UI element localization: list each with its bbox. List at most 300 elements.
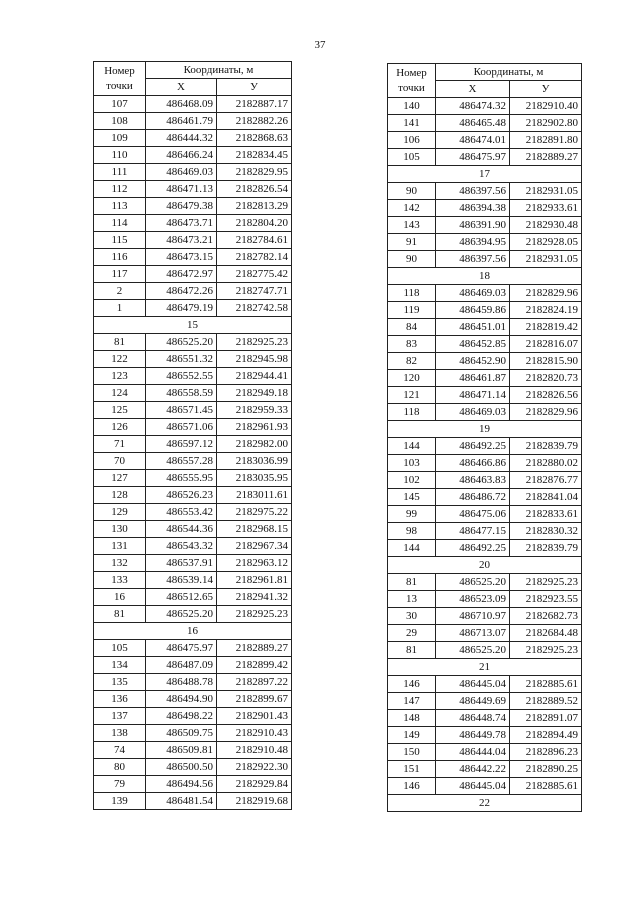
table-row bbox=[388, 523, 582, 540]
table-row bbox=[388, 387, 582, 404]
y-coordinate-cell: 2182833.61 bbox=[510, 506, 582, 523]
y-coordinate-cell: 2182925.23 bbox=[217, 606, 292, 623]
table-row bbox=[388, 149, 582, 166]
x-coordinate-cell: 486555.95 bbox=[146, 470, 217, 487]
point-number-cell: 120 bbox=[388, 370, 436, 387]
table-row bbox=[94, 368, 292, 385]
y-coordinate-cell: 2182876.77 bbox=[510, 472, 582, 489]
point-number-cell: 118 bbox=[388, 404, 436, 421]
table-row bbox=[388, 234, 582, 251]
y-coordinate-cell: 2182910.43 bbox=[217, 725, 292, 742]
x-coordinate-cell: 486449.78 bbox=[436, 727, 510, 744]
section-label: 15 bbox=[94, 317, 292, 334]
y-coordinate-cell: 2182944.41 bbox=[217, 368, 292, 385]
table-row bbox=[94, 725, 292, 742]
section-row bbox=[388, 166, 582, 183]
y-coordinate-cell: 2182829.96 bbox=[510, 285, 582, 302]
point-number-cell: 114 bbox=[94, 215, 146, 232]
table-row bbox=[94, 147, 292, 164]
x-coordinate-cell: 486710.97 bbox=[436, 608, 510, 625]
y-coordinate-cell: 2182829.96 bbox=[510, 404, 582, 421]
x-coordinate-cell: 486449.69 bbox=[436, 693, 510, 710]
y-coordinate-cell: 2182813.29 bbox=[217, 198, 292, 215]
point-number-cell: 103 bbox=[388, 455, 436, 472]
table-row bbox=[94, 487, 292, 504]
y-coordinate-cell: 2182889.27 bbox=[510, 149, 582, 166]
y-coordinate-cell: 2182901.43 bbox=[217, 708, 292, 725]
table-row bbox=[94, 674, 292, 691]
x-coordinate-cell: 486557.28 bbox=[146, 453, 217, 470]
left-table-body bbox=[94, 96, 292, 810]
table-row bbox=[94, 521, 292, 538]
point-number-cell: 74 bbox=[94, 742, 146, 759]
x-coordinate-cell: 486526.23 bbox=[146, 487, 217, 504]
x-coordinate-cell: 486444.04 bbox=[436, 744, 510, 761]
x-coordinate-cell: 486512.65 bbox=[146, 589, 217, 606]
table-row bbox=[94, 215, 292, 232]
point-number-cell: 140 bbox=[388, 98, 436, 115]
table-row bbox=[388, 608, 582, 625]
section-row bbox=[388, 268, 582, 285]
y-coordinate-cell: 2182891.07 bbox=[510, 710, 582, 727]
point-number-cell: 148 bbox=[388, 710, 436, 727]
table-row bbox=[94, 113, 292, 130]
x-coordinate-cell: 486543.32 bbox=[146, 538, 217, 555]
table-row bbox=[94, 96, 292, 113]
point-number-cell: 98 bbox=[388, 523, 436, 540]
y-coordinate-cell: 2182959.33 bbox=[217, 402, 292, 419]
table-row bbox=[388, 438, 582, 455]
y-coordinate-cell: 2182682.73 bbox=[510, 608, 582, 625]
y-coordinate-cell: 2182961.81 bbox=[217, 572, 292, 589]
point-number-cell: 151 bbox=[388, 761, 436, 778]
x-coordinate-cell: 486487.09 bbox=[146, 657, 217, 674]
y-coordinate-cell: 2182816.07 bbox=[510, 336, 582, 353]
point-number-cell: 145 bbox=[388, 489, 436, 506]
x-coordinate-cell: 486471.14 bbox=[436, 387, 510, 404]
section-row bbox=[388, 795, 582, 812]
point-number-cell: 91 bbox=[388, 234, 436, 251]
point-number-cell: 109 bbox=[94, 130, 146, 147]
y-coordinate-cell: 2182919.68 bbox=[217, 793, 292, 810]
section-row bbox=[94, 623, 292, 640]
point-number-cell: 102 bbox=[388, 472, 436, 489]
point-number-cell: 112 bbox=[94, 181, 146, 198]
point-number-cell: 127 bbox=[94, 470, 146, 487]
point-number-cell: 81 bbox=[94, 334, 146, 351]
point-number-cell: 143 bbox=[388, 217, 436, 234]
y-coordinate-cell: 2182819.42 bbox=[510, 319, 582, 336]
x-coordinate-cell: 486494.90 bbox=[146, 691, 217, 708]
point-number-cell: 81 bbox=[94, 606, 146, 623]
point-number-cell: 133 bbox=[94, 572, 146, 589]
point-number-cell: 126 bbox=[94, 419, 146, 436]
point-number-cell: 115 bbox=[94, 232, 146, 249]
y-coordinate-cell: 2182941.32 bbox=[217, 589, 292, 606]
table-row bbox=[388, 693, 582, 710]
table-row bbox=[94, 538, 292, 555]
y-coordinate-cell: 2182891.80 bbox=[510, 132, 582, 149]
table-row bbox=[388, 217, 582, 234]
x-coordinate-cell: 486397.56 bbox=[436, 251, 510, 268]
y-coordinate-cell: 2182815.90 bbox=[510, 353, 582, 370]
right-table-body bbox=[388, 98, 582, 812]
x-coordinate-cell: 486551.32 bbox=[146, 351, 217, 368]
y-coordinate-cell: 2182882.26 bbox=[217, 113, 292, 130]
table-row bbox=[388, 302, 582, 319]
table-row bbox=[388, 710, 582, 727]
y-coordinate-cell: 2182742.58 bbox=[217, 300, 292, 317]
table-row bbox=[94, 249, 292, 266]
point-number-cell: 150 bbox=[388, 744, 436, 761]
y-coordinate-cell: 2182968.15 bbox=[217, 521, 292, 538]
x-coordinate-cell: 486539.14 bbox=[146, 572, 217, 589]
point-number-cell: 2 bbox=[94, 283, 146, 300]
x-coordinate-cell: 486448.74 bbox=[436, 710, 510, 727]
y-coordinate-cell: 2182899.42 bbox=[217, 657, 292, 674]
point-number-cell: 132 bbox=[94, 555, 146, 572]
table-row bbox=[388, 489, 582, 506]
point-number-cell: 82 bbox=[388, 353, 436, 370]
y-coordinate-cell: 2182982.00 bbox=[217, 436, 292, 453]
x-coordinate-cell: 486442.22 bbox=[436, 761, 510, 778]
y-coordinate-cell: 2182784.61 bbox=[217, 232, 292, 249]
x-coordinate-cell: 486452.85 bbox=[436, 336, 510, 353]
point-number-header-line1: Номер bbox=[396, 66, 427, 79]
y-header: У bbox=[510, 81, 582, 98]
y-coordinate-cell: 2182929.84 bbox=[217, 776, 292, 793]
point-number-cell: 123 bbox=[94, 368, 146, 385]
y-coordinate-cell: 2183035.95 bbox=[217, 470, 292, 487]
x-coordinate-cell: 486525.20 bbox=[436, 642, 510, 659]
table-row bbox=[388, 744, 582, 761]
x-coordinate-cell: 486492.25 bbox=[436, 438, 510, 455]
point-number-cell: 107 bbox=[94, 96, 146, 113]
x-coordinate-cell: 486558.59 bbox=[146, 385, 217, 402]
table-row bbox=[388, 455, 582, 472]
point-number-header-line2: точки bbox=[398, 81, 425, 94]
coordinates-header: Координаты, м bbox=[146, 62, 292, 79]
table-row bbox=[388, 115, 582, 132]
y-coordinate-cell: 2182894.49 bbox=[510, 727, 582, 744]
point-number-header-line2: точки bbox=[106, 79, 133, 92]
point-number-cell: 137 bbox=[94, 708, 146, 725]
point-number-cell: 125 bbox=[94, 402, 146, 419]
x-coordinate-cell: 486469.03 bbox=[146, 164, 217, 181]
point-number-cell: 84 bbox=[388, 319, 436, 336]
x-coordinate-cell: 486445.04 bbox=[436, 778, 510, 795]
y-coordinate-cell: 2182868.63 bbox=[217, 130, 292, 147]
table-row bbox=[388, 506, 582, 523]
y-coordinate-cell: 2182880.02 bbox=[510, 455, 582, 472]
y-coordinate-cell: 2182839.79 bbox=[510, 540, 582, 557]
x-coordinate-cell: 486475.97 bbox=[436, 149, 510, 166]
section-label: 22 bbox=[388, 795, 582, 812]
x-coordinate-cell: 486597.12 bbox=[146, 436, 217, 453]
y-coordinate-cell: 2182885.61 bbox=[510, 778, 582, 795]
x-coordinate-cell: 486473.21 bbox=[146, 232, 217, 249]
x-header: X bbox=[436, 81, 510, 98]
y-coordinate-cell: 2183011.61 bbox=[217, 487, 292, 504]
y-coordinate-cell: 2182747.71 bbox=[217, 283, 292, 300]
table-row bbox=[94, 351, 292, 368]
section-row bbox=[388, 421, 582, 438]
table-row bbox=[388, 251, 582, 268]
section-label: 18 bbox=[388, 268, 582, 285]
y-coordinate-cell: 2182899.67 bbox=[217, 691, 292, 708]
x-coordinate-cell: 486552.55 bbox=[146, 368, 217, 385]
point-number-cell: 70 bbox=[94, 453, 146, 470]
x-coordinate-cell: 486394.95 bbox=[436, 234, 510, 251]
y-coordinate-cell: 2182902.80 bbox=[510, 115, 582, 132]
x-coordinate-cell: 486463.83 bbox=[436, 472, 510, 489]
y-coordinate-cell: 2182975.22 bbox=[217, 504, 292, 521]
y-coordinate-cell: 2182897.22 bbox=[217, 674, 292, 691]
y-coordinate-cell: 2182922.30 bbox=[217, 759, 292, 776]
x-coordinate-cell: 486397.56 bbox=[436, 183, 510, 200]
y-coordinate-cell: 2182961.93 bbox=[217, 419, 292, 436]
point-number-cell: 149 bbox=[388, 727, 436, 744]
point-number-cell: 129 bbox=[94, 504, 146, 521]
x-coordinate-cell: 486492.25 bbox=[436, 540, 510, 557]
x-coordinate-cell: 486472.97 bbox=[146, 266, 217, 283]
x-coordinate-cell: 486475.06 bbox=[436, 506, 510, 523]
section-label: 20 bbox=[388, 557, 582, 574]
point-number-cell: 134 bbox=[94, 657, 146, 674]
table-row bbox=[388, 591, 582, 608]
y-coordinate-cell: 2182963.12 bbox=[217, 555, 292, 572]
table-row bbox=[94, 198, 292, 215]
x-coordinate-cell: 486444.32 bbox=[146, 130, 217, 147]
table-row bbox=[388, 472, 582, 489]
point-number-cell: 13 bbox=[388, 591, 436, 608]
x-coordinate-cell: 486475.97 bbox=[146, 640, 217, 657]
y-coordinate-cell: 2182826.54 bbox=[217, 181, 292, 198]
point-number-cell: 79 bbox=[94, 776, 146, 793]
y-coordinate-cell: 2182923.55 bbox=[510, 591, 582, 608]
table-row bbox=[94, 419, 292, 436]
section-row bbox=[94, 317, 292, 334]
point-number-cell: 111 bbox=[94, 164, 146, 181]
y-coordinate-cell: 2182820.73 bbox=[510, 370, 582, 387]
table-row bbox=[94, 793, 292, 810]
y-coordinate-cell: 2182804.20 bbox=[217, 215, 292, 232]
x-coordinate-cell: 486713.07 bbox=[436, 625, 510, 642]
table-row bbox=[94, 504, 292, 521]
y-coordinate-cell: 2182925.23 bbox=[510, 574, 582, 591]
x-coordinate-cell: 486391.90 bbox=[436, 217, 510, 234]
table-row bbox=[94, 589, 292, 606]
x-coordinate-cell: 486474.32 bbox=[436, 98, 510, 115]
table-row bbox=[388, 336, 582, 353]
section-label: 19 bbox=[388, 421, 582, 438]
table-row bbox=[94, 283, 292, 300]
y-header: У bbox=[217, 79, 292, 96]
point-number-cell: 118 bbox=[388, 285, 436, 302]
x-coordinate-cell: 486523.09 bbox=[436, 591, 510, 608]
x-coordinate-cell: 486477.15 bbox=[436, 523, 510, 540]
table-row bbox=[388, 285, 582, 302]
section-label: 17 bbox=[388, 166, 582, 183]
table-row bbox=[94, 708, 292, 725]
x-header: X bbox=[146, 79, 217, 96]
point-number-cell: 146 bbox=[388, 778, 436, 795]
y-coordinate-cell: 2182885.61 bbox=[510, 676, 582, 693]
table-row bbox=[388, 540, 582, 557]
point-number-cell: 30 bbox=[388, 608, 436, 625]
x-coordinate-cell: 486479.38 bbox=[146, 198, 217, 215]
point-number-cell: 119 bbox=[388, 302, 436, 319]
point-number-cell: 90 bbox=[388, 183, 436, 200]
x-coordinate-cell: 486571.06 bbox=[146, 419, 217, 436]
y-coordinate-cell: 2182925.23 bbox=[510, 642, 582, 659]
table-row bbox=[388, 98, 582, 115]
y-coordinate-cell: 2182839.79 bbox=[510, 438, 582, 455]
table-row bbox=[94, 453, 292, 470]
coordinates-header: Координаты, м bbox=[436, 64, 582, 81]
point-number-cell: 144 bbox=[388, 438, 436, 455]
table-row bbox=[388, 319, 582, 336]
coordinates-table-right bbox=[387, 63, 582, 812]
table-row bbox=[388, 183, 582, 200]
table-row bbox=[94, 606, 292, 623]
y-coordinate-cell: 2182887.17 bbox=[217, 96, 292, 113]
x-coordinate-cell: 486445.04 bbox=[436, 676, 510, 693]
point-number-cell: 144 bbox=[388, 540, 436, 557]
table-row bbox=[94, 640, 292, 657]
point-number-cell: 147 bbox=[388, 693, 436, 710]
table-row bbox=[388, 200, 582, 217]
coordinates-table-left bbox=[93, 61, 292, 810]
point-number-cell: 106 bbox=[388, 132, 436, 149]
x-coordinate-cell: 486537.91 bbox=[146, 555, 217, 572]
y-coordinate-cell: 2182945.98 bbox=[217, 351, 292, 368]
table-row bbox=[94, 385, 292, 402]
x-coordinate-cell: 486461.79 bbox=[146, 113, 217, 130]
y-coordinate-cell: 2182931.05 bbox=[510, 251, 582, 268]
table-row bbox=[94, 555, 292, 572]
x-coordinate-cell: 486525.20 bbox=[146, 334, 217, 351]
point-number-cell: 139 bbox=[94, 793, 146, 810]
point-number-cell: 29 bbox=[388, 625, 436, 642]
point-number-cell: 124 bbox=[94, 385, 146, 402]
section-row bbox=[388, 557, 582, 574]
point-number-cell: 117 bbox=[94, 266, 146, 283]
y-coordinate-cell: 2182889.27 bbox=[217, 640, 292, 657]
table-row bbox=[94, 742, 292, 759]
y-coordinate-cell: 2182931.05 bbox=[510, 183, 582, 200]
point-number-cell: 141 bbox=[388, 115, 436, 132]
point-number-cell: 136 bbox=[94, 691, 146, 708]
y-coordinate-cell: 2182826.56 bbox=[510, 387, 582, 404]
x-coordinate-cell: 486553.42 bbox=[146, 504, 217, 521]
x-coordinate-cell: 486525.20 bbox=[436, 574, 510, 591]
x-coordinate-cell: 486451.01 bbox=[436, 319, 510, 336]
section-row bbox=[388, 659, 582, 676]
point-number-cell: 71 bbox=[94, 436, 146, 453]
point-number-cell: 90 bbox=[388, 251, 436, 268]
table-row bbox=[388, 132, 582, 149]
point-number-cell: 122 bbox=[94, 351, 146, 368]
table-row bbox=[94, 691, 292, 708]
y-coordinate-cell: 2182829.95 bbox=[217, 164, 292, 181]
table-row bbox=[94, 436, 292, 453]
page-number: 37 bbox=[314, 39, 326, 51]
section-label: 21 bbox=[388, 659, 582, 676]
y-coordinate-cell: 2182933.61 bbox=[510, 200, 582, 217]
point-number-cell: 83 bbox=[388, 336, 436, 353]
x-coordinate-cell: 486474.01 bbox=[436, 132, 510, 149]
y-coordinate-cell: 2182910.48 bbox=[217, 742, 292, 759]
y-coordinate-cell: 2182824.19 bbox=[510, 302, 582, 319]
point-number-cell: 105 bbox=[94, 640, 146, 657]
point-number-cell: 81 bbox=[388, 642, 436, 659]
table-row bbox=[94, 334, 292, 351]
point-number-header-line1: Номер bbox=[104, 64, 135, 77]
x-coordinate-cell: 486466.24 bbox=[146, 147, 217, 164]
table-row bbox=[388, 778, 582, 795]
x-coordinate-cell: 486571.45 bbox=[146, 402, 217, 419]
point-number-header bbox=[388, 64, 436, 98]
y-coordinate-cell: 2182930.48 bbox=[510, 217, 582, 234]
x-coordinate-cell: 486469.03 bbox=[436, 404, 510, 421]
x-coordinate-cell: 486452.90 bbox=[436, 353, 510, 370]
y-coordinate-cell: 2182896.23 bbox=[510, 744, 582, 761]
x-coordinate-cell: 486544.36 bbox=[146, 521, 217, 538]
table-row bbox=[94, 470, 292, 487]
y-coordinate-cell: 2182967.34 bbox=[217, 538, 292, 555]
x-coordinate-cell: 486509.75 bbox=[146, 725, 217, 742]
y-coordinate-cell: 2182775.42 bbox=[217, 266, 292, 283]
y-coordinate-cell: 2182684.48 bbox=[510, 625, 582, 642]
table-row bbox=[388, 574, 582, 591]
x-coordinate-cell: 486469.03 bbox=[436, 285, 510, 302]
x-coordinate-cell: 486471.13 bbox=[146, 181, 217, 198]
point-number-cell: 142 bbox=[388, 200, 436, 217]
table-row bbox=[94, 776, 292, 793]
table-row bbox=[388, 353, 582, 370]
table-row bbox=[388, 727, 582, 744]
point-number-cell: 105 bbox=[388, 149, 436, 166]
x-coordinate-cell: 486465.48 bbox=[436, 115, 510, 132]
table-row bbox=[94, 300, 292, 317]
y-coordinate-cell: 2182841.04 bbox=[510, 489, 582, 506]
point-number-cell: 81 bbox=[388, 574, 436, 591]
table-row bbox=[388, 676, 582, 693]
section-label: 16 bbox=[94, 623, 292, 640]
table-row bbox=[388, 642, 582, 659]
point-number-cell: 130 bbox=[94, 521, 146, 538]
point-number-cell: 113 bbox=[94, 198, 146, 215]
point-number-cell: 99 bbox=[388, 506, 436, 523]
table-row bbox=[388, 761, 582, 778]
x-coordinate-cell: 486459.86 bbox=[436, 302, 510, 319]
table-row bbox=[388, 370, 582, 387]
table-row bbox=[388, 404, 582, 421]
table-row bbox=[94, 572, 292, 589]
y-coordinate-cell: 2182925.23 bbox=[217, 334, 292, 351]
y-coordinate-cell: 2182928.05 bbox=[510, 234, 582, 251]
x-coordinate-cell: 486468.09 bbox=[146, 96, 217, 113]
table-row bbox=[94, 266, 292, 283]
x-coordinate-cell: 486488.78 bbox=[146, 674, 217, 691]
table-row bbox=[94, 402, 292, 419]
y-coordinate-cell: 2182889.52 bbox=[510, 693, 582, 710]
x-coordinate-cell: 486500.50 bbox=[146, 759, 217, 776]
y-coordinate-cell: 2182830.32 bbox=[510, 523, 582, 540]
point-number-cell: 108 bbox=[94, 113, 146, 130]
point-number-cell: 131 bbox=[94, 538, 146, 555]
